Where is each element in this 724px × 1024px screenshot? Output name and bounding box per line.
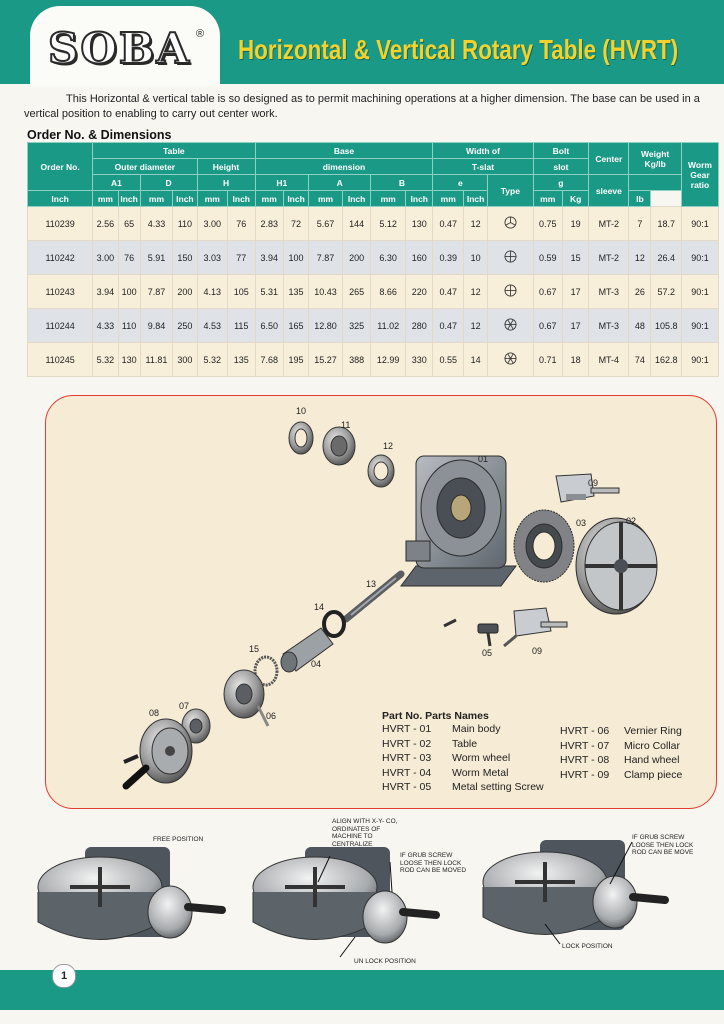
- h-in-cell: 5.32: [197, 343, 228, 377]
- part-05-screw-small: [444, 620, 456, 626]
- h1-in-cell: 7.68: [255, 343, 283, 377]
- h1-in-cell: 3.94: [255, 241, 283, 275]
- order-no-cell: 110242: [28, 241, 93, 275]
- th-table: Table: [93, 143, 255, 159]
- d-mm-cell: 110: [173, 207, 197, 241]
- kg-cell: 7: [629, 207, 651, 241]
- part-code: HVRT - 06: [560, 725, 610, 737]
- th-weight-label: Weight: [641, 148, 670, 159]
- d-mm-cell: 300: [173, 343, 197, 377]
- th-h1: H1: [255, 175, 309, 191]
- th-a1-inch: Inch: [28, 191, 93, 207]
- ratio-cell: 90:1: [681, 309, 718, 343]
- h-mm-cell: 105: [228, 275, 255, 309]
- ratio-cell: 90:1: [681, 207, 718, 241]
- t-slot-symbol: [504, 352, 517, 365]
- b-in-cell: 6.30: [371, 241, 406, 275]
- e-mm-cell: 10: [464, 241, 488, 275]
- list-item: [382, 752, 560, 767]
- g-mm-cell: 15: [562, 241, 588, 275]
- g-in-cell: 0.59: [533, 241, 562, 275]
- th-h-mm: mm: [197, 191, 228, 207]
- th-lb: lb: [629, 191, 651, 207]
- b-in-cell: 5.12: [371, 207, 406, 241]
- part-name: Main body: [452, 723, 501, 735]
- b-mm-cell: 160: [406, 241, 433, 275]
- part-03-worm-wheel: [514, 510, 574, 582]
- list-item: [560, 769, 682, 784]
- part-name: Hand wheel: [624, 754, 680, 766]
- d-in-cell: 9.84: [140, 309, 173, 343]
- t-slot-symbol: [504, 318, 517, 331]
- th-h-inch: Inch: [173, 191, 197, 207]
- e-mm-cell: 14: [464, 343, 488, 377]
- part-10-ring: [289, 422, 313, 454]
- th-type: Type: [488, 175, 533, 207]
- label-10: 10: [296, 406, 307, 416]
- table-body: [28, 207, 719, 377]
- label-15: 15: [249, 644, 260, 654]
- b-in-cell: 8.66: [371, 275, 406, 309]
- e-mm-cell: 12: [464, 275, 488, 309]
- t-slot-type-icon: [488, 343, 533, 377]
- table-row: [28, 207, 719, 241]
- th-d-mm: mm: [140, 191, 173, 207]
- th-width-of: Width of: [433, 143, 533, 159]
- th-a1: A1: [93, 175, 140, 191]
- b-in-cell: 11.02: [371, 309, 406, 343]
- sleeve-cell: MT-2: [589, 241, 629, 275]
- th-a-inch: Inch: [283, 191, 308, 207]
- label-01: 01: [478, 454, 489, 464]
- intro-paragraph: This Horizontal & vertical table is so designed as to permit machining operations at a higher dimension. The base can be used in a vertical position to enabling to carry out center work.: [24, 93, 700, 120]
- parts-list: [382, 710, 560, 796]
- th-t-slot: T-slat: [433, 159, 533, 175]
- th-g-inch: Inch: [464, 191, 488, 207]
- label-05: 05: [482, 648, 493, 658]
- ratio-cell: 90:1: [681, 241, 718, 275]
- h1-mm-cell: 165: [283, 309, 308, 343]
- a1-mm-cell: 65: [118, 207, 140, 241]
- t-slot-symbol: [504, 216, 517, 229]
- footer-band: [0, 970, 724, 1010]
- label-04: 04: [311, 659, 322, 669]
- page-number: 1: [52, 964, 76, 988]
- part-name: Vernier Ring: [624, 725, 682, 737]
- t-slot-type-icon: [488, 309, 533, 343]
- part-name: Clamp piece: [624, 768, 683, 781]
- kg-cell: 48: [629, 309, 651, 343]
- part-name: Worm Metal: [452, 766, 509, 779]
- g-mm-cell: 19: [562, 207, 588, 241]
- a1-in-cell: 2.56: [93, 207, 118, 241]
- grub-screw-note-1: IF GRUB SCREW LOOSE THEN LOCK ROD CAN BE MOVED: [400, 852, 467, 874]
- th-b-mm: mm: [371, 191, 406, 207]
- lb-cell: 162.8: [651, 343, 682, 377]
- kg-cell: 26: [629, 275, 651, 309]
- unlock-position-label: UN LOCK POSITION: [354, 958, 416, 965]
- th-kg: Kg: [562, 191, 588, 207]
- th-weight-unit: Kg/lb: [644, 158, 666, 169]
- list-item: [560, 754, 682, 769]
- label-08: 08: [149, 708, 160, 718]
- g-mm-cell: 17: [562, 309, 588, 343]
- part-name: Metal setting Screw: [452, 781, 544, 793]
- part-code: HVRT - 02: [382, 737, 432, 750]
- g-in-cell: 0.67: [533, 309, 562, 343]
- th-worm-1: Worm: [688, 159, 712, 170]
- order-no-cell: 110245: [28, 343, 93, 377]
- label-06: 06: [266, 711, 277, 721]
- part-name: Worm wheel: [452, 752, 511, 764]
- part-11-bearing: [323, 427, 355, 465]
- d-in-cell: 7.87: [140, 275, 173, 309]
- h-mm-cell: 76: [228, 207, 255, 241]
- th-height: Height: [197, 159, 255, 175]
- a1-in-cell: 4.33: [93, 309, 118, 343]
- a-mm-cell: 325: [342, 309, 370, 343]
- ratio-cell: 90:1: [681, 275, 718, 309]
- th-e-mm: mm: [433, 191, 464, 207]
- kg-cell: 12: [629, 241, 651, 275]
- a-mm-cell: 388: [342, 343, 370, 377]
- free-position-label: FREE POSITION: [153, 836, 204, 843]
- table-row: [28, 343, 719, 377]
- kg-cell: 74: [629, 343, 651, 377]
- order-no-cell: 110239: [28, 207, 93, 241]
- h-in-cell: 4.53: [197, 309, 228, 343]
- part-code: HVRT - 07: [560, 739, 610, 752]
- th-d: D: [140, 175, 197, 191]
- exploded-diagram: [45, 395, 717, 809]
- th-outer-diameter: Outer diameter: [93, 159, 197, 175]
- h1-in-cell: 6.50: [255, 309, 283, 343]
- part-code: HVRT - 05: [382, 781, 432, 793]
- th-dimension: dimension: [255, 159, 433, 175]
- a-in-cell: 10.43: [309, 275, 343, 309]
- part-code: HVRT - 08: [560, 754, 610, 766]
- th-slot: slot: [533, 159, 589, 175]
- t-slot-symbol: [504, 284, 517, 297]
- h-in-cell: 4.13: [197, 275, 228, 309]
- label-09-top: 09: [588, 478, 599, 488]
- th-order-no: Order No.: [28, 143, 93, 191]
- e-in-cell: 0.55: [433, 343, 464, 377]
- h1-mm-cell: 135: [283, 275, 308, 309]
- part-name: Table: [452, 737, 478, 750]
- dimensions-table: [27, 142, 719, 377]
- th-worm: [681, 143, 718, 207]
- b-mm-cell: 130: [406, 207, 433, 241]
- th-weight-spacer: [629, 175, 682, 191]
- g-in-cell: 0.75: [533, 207, 562, 241]
- lb-cell: 105.8: [651, 309, 682, 343]
- a-in-cell: 7.87: [309, 241, 343, 275]
- table-row: [28, 241, 719, 275]
- th-a: A: [309, 175, 371, 191]
- th-e: e: [433, 175, 488, 191]
- order-no-cell: 110244: [28, 309, 93, 343]
- th-base: Base: [255, 143, 433, 159]
- th-a1-mm: mm: [93, 191, 118, 207]
- registered-mark: ®: [196, 28, 205, 40]
- parts-list-title: Part No. Parts Names: [382, 710, 489, 722]
- g-in-cell: 0.67: [533, 275, 562, 309]
- a1-in-cell: 3.94: [93, 275, 118, 309]
- align-note: ALIGN WITH X-Y- CO, ORDINATES OF MACHINE TO CENTRALIZE: [332, 818, 398, 848]
- th-center: Center: [589, 143, 629, 175]
- th-weight: [629, 143, 682, 175]
- ratio-cell: 90:1: [681, 343, 718, 377]
- a-in-cell: 12.80: [309, 309, 343, 343]
- th-worm-3: ratio: [690, 179, 710, 190]
- photo-free-position: [38, 847, 222, 940]
- th-bolt: Bolt: [533, 143, 589, 159]
- part-05-metal-setting-screw: [478, 624, 498, 646]
- part-code: HVRT - 04: [382, 766, 432, 779]
- a1-in-cell: 5.32: [93, 343, 118, 377]
- sleeve-cell: MT-4: [589, 343, 629, 377]
- th-sleeve: sleeve: [589, 175, 629, 207]
- lb-cell: 18.7: [651, 207, 682, 241]
- lb-cell: 26.4: [651, 241, 682, 275]
- g-mm-cell: 18: [562, 343, 588, 377]
- t-slot-type-icon: [488, 275, 533, 309]
- part-02-table: [576, 518, 657, 614]
- sleeve-cell: MT-3: [589, 309, 629, 343]
- order-no-cell: 110243: [28, 275, 93, 309]
- d-in-cell: 4.33: [140, 207, 173, 241]
- lock-position-label: LOCK POSITION: [562, 943, 613, 950]
- th-h1-inch: Inch: [228, 191, 255, 207]
- part-code: HVRT - 09: [560, 768, 610, 781]
- e-in-cell: 0.47: [433, 309, 464, 343]
- b-mm-cell: 330: [406, 343, 433, 377]
- list-item: [560, 740, 682, 755]
- list-item: [560, 725, 682, 740]
- th-b: B: [371, 175, 433, 191]
- h1-mm-cell: 72: [283, 207, 308, 241]
- d-in-cell: 11.81: [140, 343, 173, 377]
- th-h: H: [197, 175, 255, 191]
- t-slot-type-icon: [488, 207, 533, 241]
- list-item: [382, 738, 560, 753]
- a1-mm-cell: 76: [118, 241, 140, 275]
- a-mm-cell: 265: [342, 275, 370, 309]
- th-g-mm: mm: [533, 191, 562, 207]
- page-title: Horizontal & Vertical Rotary Table (HVRT): [238, 34, 679, 65]
- h1-mm-cell: 195: [283, 343, 308, 377]
- h-in-cell: 3.03: [197, 241, 228, 275]
- d-in-cell: 5.91: [140, 241, 173, 275]
- e-in-cell: 0.47: [433, 207, 464, 241]
- h-in-cell: 3.00: [197, 207, 228, 241]
- a-mm-cell: 144: [342, 207, 370, 241]
- th-worm-2: Gear: [690, 169, 710, 180]
- table-row: [28, 275, 719, 309]
- list-item: [382, 781, 560, 796]
- a1-mm-cell: 100: [118, 275, 140, 309]
- h1-in-cell: 5.31: [255, 275, 283, 309]
- h1-mm-cell: 100: [283, 241, 308, 275]
- table-row: [28, 309, 719, 343]
- g-in-cell: 0.71: [533, 343, 562, 377]
- part-code: HVRT - 03: [382, 752, 432, 764]
- a1-mm-cell: 130: [118, 343, 140, 377]
- e-mm-cell: 12: [464, 309, 488, 343]
- t-slot-type-icon: [488, 241, 533, 275]
- label-02: 02: [626, 516, 637, 526]
- e-in-cell: 0.47: [433, 275, 464, 309]
- usage-photos: [0, 812, 724, 972]
- th-d-inch: Inch: [118, 191, 140, 207]
- a-in-cell: 5.67: [309, 207, 343, 241]
- g-mm-cell: 17: [562, 275, 588, 309]
- soba-logo: SOBA: [48, 24, 192, 73]
- th-a-mm: mm: [309, 191, 343, 207]
- lb-cell: 57.2: [651, 275, 682, 309]
- a-in-cell: 15.27: [309, 343, 343, 377]
- h1-in-cell: 2.83: [255, 207, 283, 241]
- a-mm-cell: 200: [342, 241, 370, 275]
- label-09-bottom: 09: [532, 646, 543, 656]
- b-mm-cell: 280: [406, 309, 433, 343]
- e-mm-cell: 12: [464, 207, 488, 241]
- section-title: Order No. & Dimensions: [27, 128, 172, 142]
- label-14: 14: [314, 602, 325, 612]
- list-item: [382, 767, 560, 782]
- label-07: 07: [179, 701, 190, 711]
- part-01-main-body: [401, 456, 516, 586]
- part-14-ring: [324, 612, 344, 636]
- label-13: 13: [366, 579, 377, 589]
- part-06-vernier-ring: [224, 670, 268, 726]
- b-in-cell: 12.99: [371, 343, 406, 377]
- sleeve-cell: MT-2: [589, 207, 629, 241]
- h-mm-cell: 77: [228, 241, 255, 275]
- h-mm-cell: 135: [228, 343, 255, 377]
- part-04-worm-metal: [281, 628, 333, 672]
- part-name: Micro Collar: [624, 739, 681, 752]
- label-03: 03: [576, 518, 587, 528]
- part-12-ring: [368, 455, 394, 487]
- a1-in-cell: 3.00: [93, 241, 118, 275]
- part-code: HVRT - 01: [382, 723, 432, 735]
- th-b-inch: Inch: [342, 191, 370, 207]
- part-09-clamp-bottom: [504, 608, 567, 646]
- th-g: g: [533, 175, 589, 191]
- h-mm-cell: 115: [228, 309, 255, 343]
- d-mm-cell: 200: [173, 275, 197, 309]
- d-mm-cell: 250: [173, 309, 197, 343]
- t-slot-symbol: [504, 250, 517, 263]
- label-12: 12: [383, 441, 394, 451]
- th-e-inch: Inch: [406, 191, 433, 207]
- th-h1-mm: mm: [255, 191, 283, 207]
- list-item: [382, 723, 560, 738]
- e-in-cell: 0.39: [433, 241, 464, 275]
- grub-screw-note-2: IF GRUB SCREW LOOSE THEN LOCK ROD CAN BE MOVE: [632, 834, 694, 856]
- d-mm-cell: 150: [173, 241, 197, 275]
- a1-mm-cell: 110: [118, 309, 140, 343]
- part-08-hand-wheel: [124, 719, 192, 786]
- b-mm-cell: 220: [406, 275, 433, 309]
- sleeve-cell: MT-3: [589, 275, 629, 309]
- parts-list-right: [560, 725, 682, 783]
- label-11: 11: [341, 420, 351, 430]
